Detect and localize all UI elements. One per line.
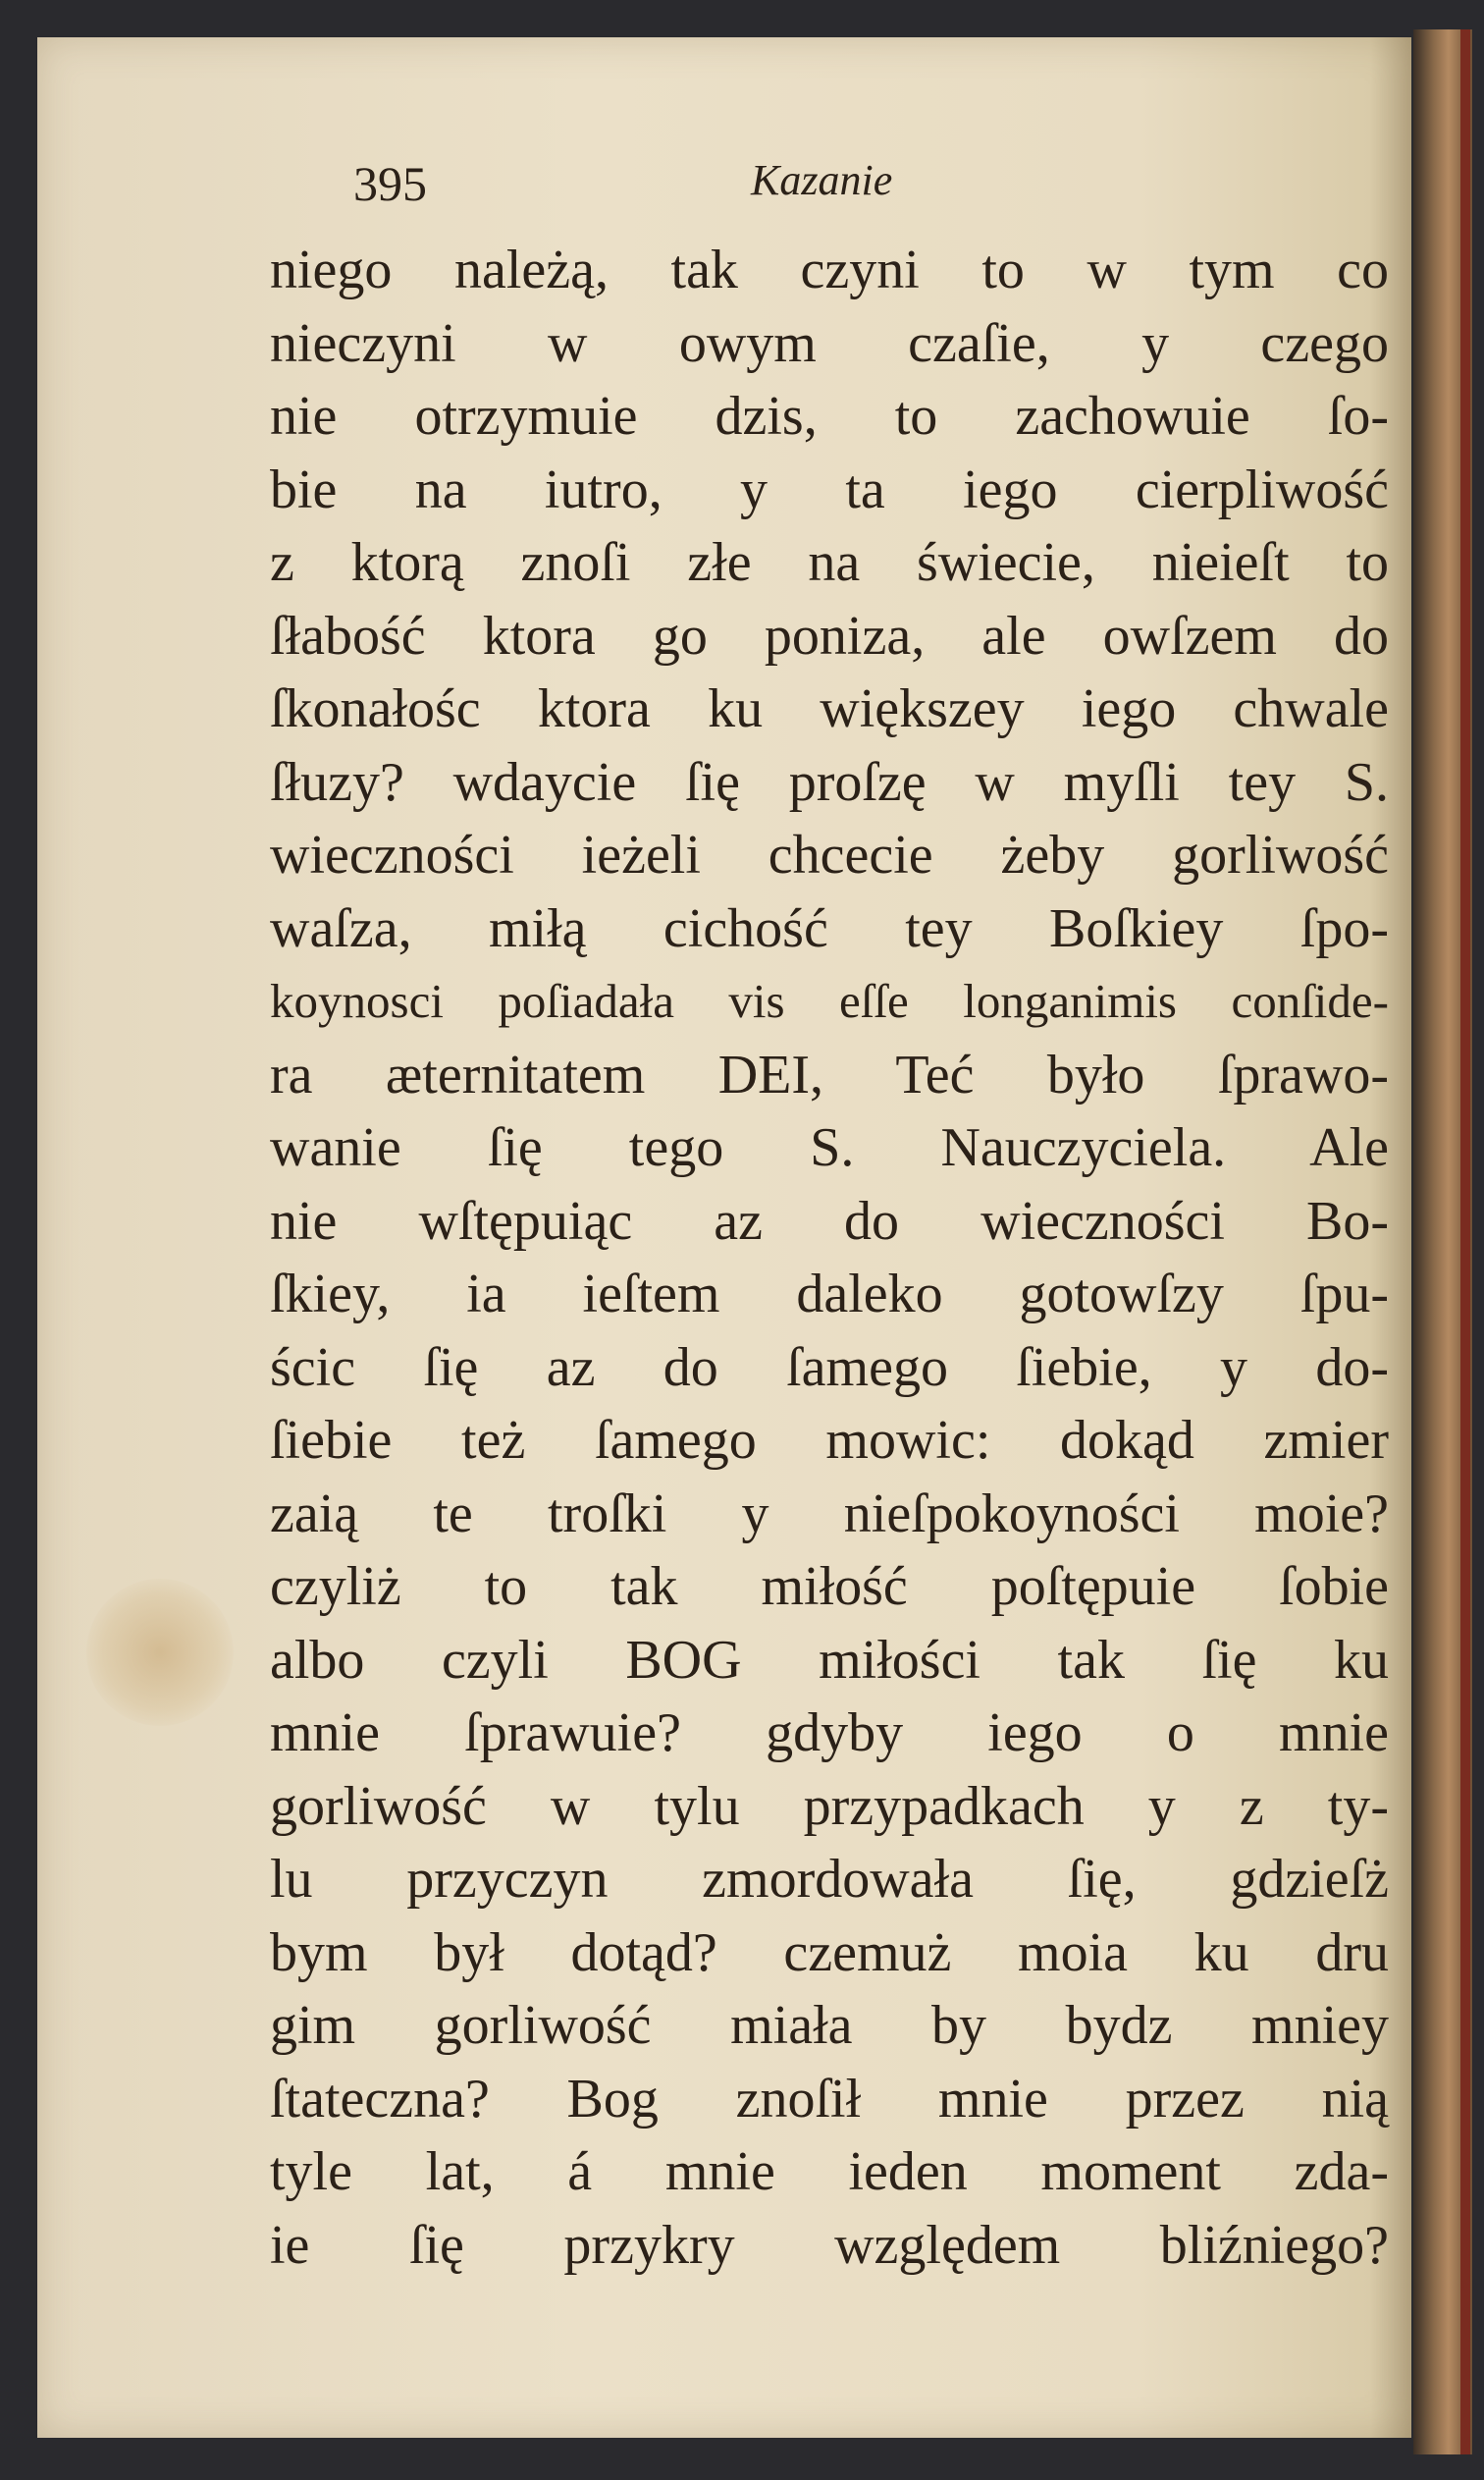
text-line: ſłabość ktora go poniza, ale owſzem do (270, 605, 1389, 667)
text-line: ścic ſię az do ſamego ſiebie, y do- (270, 1336, 1389, 1398)
text-line: tyle lat, á mnie ieden moment zda- (270, 2141, 1389, 2202)
binding-strip (1460, 29, 1470, 2454)
text-line: ſłuzy? wdaycie ſię proſzę w myſli tey S. (270, 751, 1389, 813)
text-line: czyliż to tak miłość poſtępuie ſobie (270, 1556, 1389, 1617)
text-line: mnie ſprawuie? gdyby iego o mnie (270, 1702, 1389, 1763)
text-line: ſkonałośc ktora ku większey iego chwale (270, 678, 1389, 739)
text-line: wanie ſię tego S. Nauczyciela. Ale (270, 1117, 1389, 1178)
running-head: Kazanie (751, 156, 893, 204)
text-line: nie wſtępuiąc az do wieczności Bo- (270, 1190, 1389, 1252)
text-line: ra æternitatem DEI, Teć było ſprawo- (270, 1044, 1389, 1105)
text-line: ſiebie też ſamego mowic: dokąd zmier (270, 1410, 1389, 1471)
text-line: gorliwość w tylu przypadkach y z ty- (270, 1775, 1389, 1837)
body-text (270, 234, 1389, 2282)
text-line: wieczności ieżeli chcecie żeby gorliwość (270, 825, 1389, 886)
text-line: nie otrzymuie dzis, to zachowuie ſo- (270, 386, 1389, 447)
text-line: lu przyczyn zmordowała ſię, gdzieſż (270, 1849, 1389, 1910)
foxing-stain (86, 1579, 234, 1726)
text-line: zaią te troſki y nieſpokoyności moie? (270, 1483, 1389, 1544)
text-line: bie na iutro, y ta iego cierpliwość (270, 458, 1389, 520)
text-line: bym był dotąd? czemuż moia ku dru (270, 1921, 1389, 1983)
page-number: 395 (353, 156, 427, 211)
text-line: niego należą, tak czyni to w tym co (270, 240, 1389, 300)
text-line: waſza, miłą cichość tey Boſkiey ſpo- (270, 897, 1389, 959)
text-line: gim gorliwość miała by bydz mniey (270, 1995, 1389, 2056)
text-line: z ktorą znoſi złe na świecie, nieieſt to (270, 532, 1389, 593)
text-line: koynosci poſiadała vis eſſe longanimis conſide- (270, 974, 1389, 1028)
text-line: ſtateczna? Bog znoſił mnie przez nią (270, 2068, 1389, 2130)
text-line: albo czyli BOG miłości tak ſię ku (270, 1629, 1389, 1691)
text-line: ſkiey, ia ieſtem daleko gotowſzy ſpu- (270, 1264, 1389, 1324)
text-line: ie ſię przykry względem bliźniego? (270, 2214, 1389, 2276)
page-header (353, 155, 1237, 224)
text-line: nieczyni w owym czaſie, y czego (270, 312, 1389, 374)
